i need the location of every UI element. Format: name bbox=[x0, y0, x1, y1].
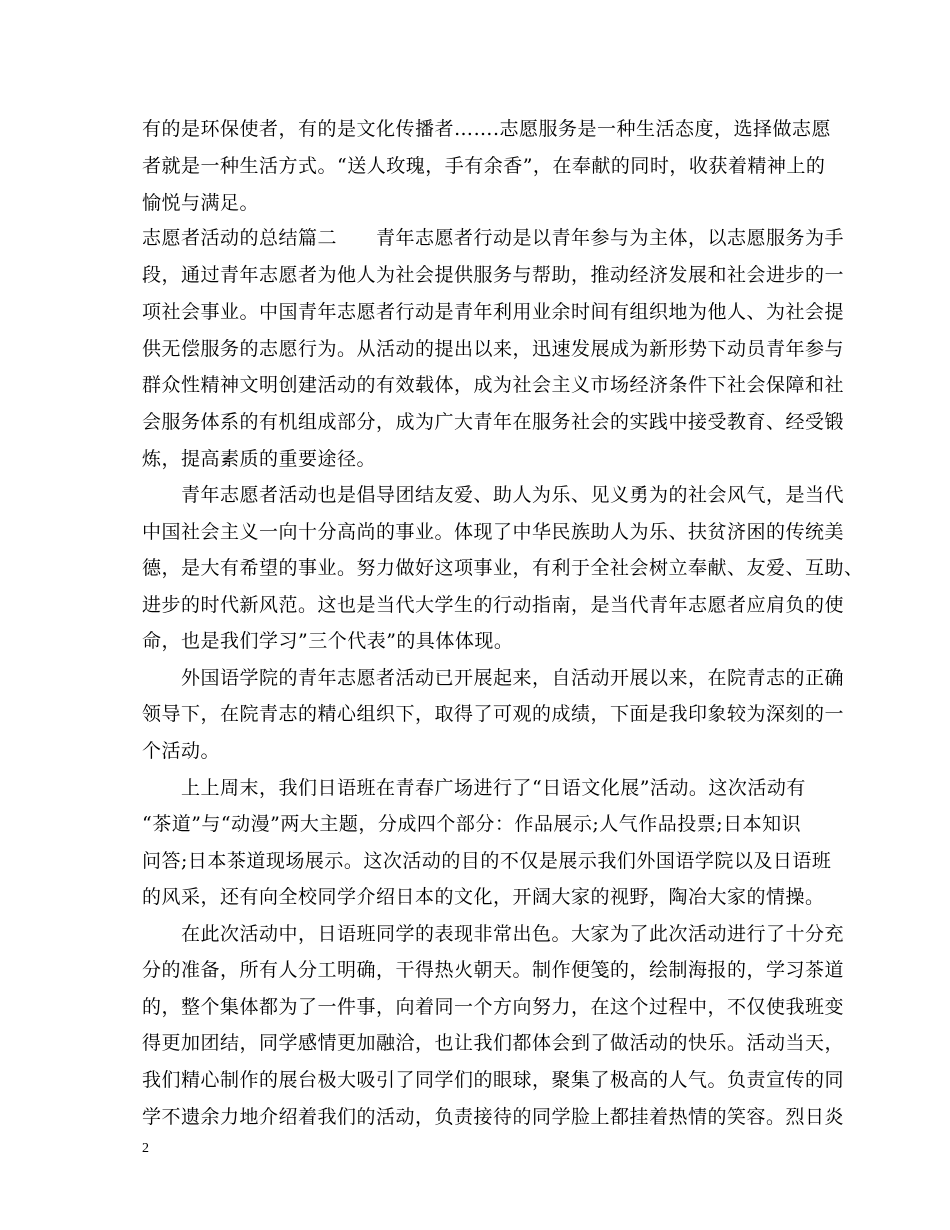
text-line: 中国社会主义一向十分高尚的事业。体现了中华民族助人为乐、扶贫济困的传统美 bbox=[142, 521, 845, 543]
text-line: “茶道”与“动漫”两大主题，分成四个部分：作品展示;人气作品投票;日本知识 bbox=[142, 813, 802, 835]
text-line: 炼，提高素质的重要途径。 bbox=[142, 448, 377, 470]
text-line: 供无偿服务的志愿行为。从活动的提出以来，迅速发展成为新形势下动员青年参与 bbox=[142, 338, 845, 360]
section-heading-line: 志愿者活动的总结篇二 青年志愿者行动是以青年参与为主体，以志愿服务为手 bbox=[142, 227, 845, 249]
text-line: 群众性精神文明创建活动的有效载体，成为社会主义市场经济条件下社会保障和社 bbox=[142, 374, 845, 396]
text-line: 有的是环保使者，有的是文化传播者…….志愿服务是一种生活态度，选择做志愿 bbox=[142, 118, 832, 140]
text-line: 进步的时代新风范。这也是当代大学生的行动指南，是当代青年志愿者应肩负的使 bbox=[142, 594, 845, 616]
text-line: 得更加团结，同学感情更加融洽，也让我们都体会到了做活动的快乐。活动当天， bbox=[142, 1032, 845, 1054]
text-line: 项社会事业。中国青年志愿者行动是青年利用业余时间有组织地为他人、为社会提 bbox=[142, 301, 845, 323]
text-line: 命，也是我们学习”三个代表”的具体体现。 bbox=[142, 630, 514, 652]
text-line: 的风采，还有向全校同学介绍日本的文化，开阔大家的视野，陶冶大家的情操。 bbox=[142, 886, 825, 908]
text-line: 段，通过青年志愿者为他人为社会提供服务与帮助，推动经济发展和社会进步的一 bbox=[142, 264, 845, 286]
text-line: 上上周末，我们日语班在青春广场进行了“日语文化展”活动。这次活动有 bbox=[142, 777, 806, 799]
text-line: 分的准备，所有人分工明确，干得热火朝天。制作便笺的，绘制海报的，学习茶道 bbox=[142, 959, 845, 981]
text-line: 我们精心制作的展台极大吸引了同学们的眼球，聚集了极高的人气。负责宣传的同 bbox=[142, 1069, 845, 1091]
text-line: 愉悦与满足。 bbox=[142, 192, 260, 214]
text-line: 者就是一种生活方式。“送人玫瑰，手有余香”，在奉献的同时，收获着精神上的 bbox=[142, 155, 826, 177]
text-line: 学不遗余力地介绍着我们的活动，负责接待的同学脸上都挂着热情的笑容。烈日炎 bbox=[142, 1106, 845, 1128]
text-line: 在此次活动中，日语班同学的表现非常出色。大家为了此次活动进行了十分充 bbox=[142, 923, 845, 945]
text-line: 德，是大有希望的事业。努力做好这项事业，有利于全社会树立奉献、友爱、互助、 bbox=[142, 557, 864, 579]
text-line: 会服务体系的有机组成部分，成为广大青年在服务社会的实践中接受教育、经受锻 bbox=[142, 411, 845, 433]
text-line: 的，整个集体都为了一件事，向着同一个方向努力，在这个过程中，不仅使我班变 bbox=[142, 996, 845, 1018]
text-line: 外国语学院的青年志愿者活动已开展起来，自活动开展以来，在院青志的正确 bbox=[142, 667, 845, 689]
text-line: 个活动。 bbox=[142, 740, 221, 762]
text-line: 领导下，在院青志的精心组织下，取得了可观的成绩，下面是我印象较为深刻的一 bbox=[142, 703, 845, 725]
text-line: 青年志愿者活动也是倡导团结友爱、助人为乐、见义勇为的社会风气，是当代 bbox=[142, 484, 845, 506]
text-line: 问答;日本茶道现场展示。这次活动的目的不仅是展示我们外国语学院以及日语班 bbox=[142, 850, 832, 872]
page-number: 2 bbox=[142, 1141, 149, 1156]
